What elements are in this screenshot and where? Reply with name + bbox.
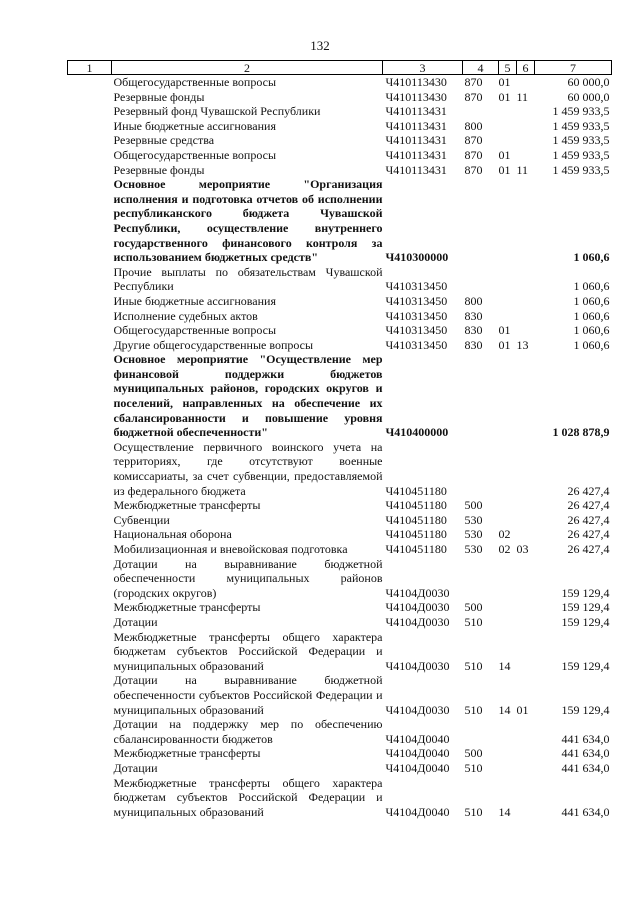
row-section: 01 xyxy=(498,89,511,104)
row-section xyxy=(499,440,517,498)
blank-cell xyxy=(68,746,112,761)
blank-cell xyxy=(68,352,112,440)
row-name: Резервные средства xyxy=(113,133,215,148)
row-amount: 1 459 933,5 xyxy=(552,133,610,148)
row-section xyxy=(499,177,517,265)
table-row xyxy=(68,265,612,294)
blank-cell xyxy=(68,294,112,309)
table-row xyxy=(68,148,612,163)
blank-cell xyxy=(68,177,112,265)
row-amount: 1 060,6 xyxy=(573,293,610,308)
row-subsection xyxy=(517,75,535,90)
row-target-code: Ч410451180 xyxy=(385,483,447,498)
row-section: 01 xyxy=(498,162,511,177)
row-target-code: Ч4104Д0030 xyxy=(385,702,450,717)
row-name: Иные бюджетные ассигнования xyxy=(113,293,276,308)
row-expense-type xyxy=(463,717,499,746)
page-number: 132 xyxy=(310,38,330,53)
row-subsection: 13 xyxy=(516,337,529,352)
row-amount: 1 060,6 xyxy=(573,250,610,265)
table-row xyxy=(68,294,612,309)
row-expense-type: 510 xyxy=(464,614,483,629)
blank-cell xyxy=(68,615,112,630)
table-row xyxy=(68,673,612,717)
row-expense-type: 870 xyxy=(464,133,483,148)
row-expense-type xyxy=(463,265,499,294)
row-subsection xyxy=(517,104,535,119)
blank-cell xyxy=(68,600,112,615)
row-expense-type: 500 xyxy=(464,746,483,761)
row-subsection xyxy=(517,761,535,776)
blank-cell xyxy=(68,119,112,134)
row-subsection xyxy=(517,717,535,746)
row-subsection xyxy=(517,513,535,528)
row-amount: 159 129,4 xyxy=(561,585,610,600)
blank-cell xyxy=(68,338,112,353)
row-target-code: Ч410313450 xyxy=(385,337,448,352)
row-name: Другие общегосударственные вопросы xyxy=(113,337,314,352)
row-name: Общегосударственные вопросы xyxy=(113,147,277,162)
row-amount: 1 060,6 xyxy=(573,337,610,352)
row-name: Мобилизационная и вневойсковая подготовка xyxy=(113,542,348,556)
table-row xyxy=(68,75,612,90)
row-subsection xyxy=(517,776,535,820)
row-expense-type: 530 xyxy=(464,542,483,556)
row-name: Дотации на выравнивание бюджетной обеспеченности субъектов Российской Федерации и муниципальных образований xyxy=(113,673,383,717)
budget-rows xyxy=(68,75,612,820)
row-amount: 159 129,4 xyxy=(561,658,610,673)
row-section xyxy=(499,294,517,309)
row-name: Дотации на поддержку мер по обеспечению сбалансированности бюджетов xyxy=(113,717,383,746)
row-target-code: Ч410113431 xyxy=(385,147,447,162)
blank-cell xyxy=(68,163,112,178)
row-subsection xyxy=(517,746,535,761)
row-expense-type: 530 xyxy=(464,512,483,527)
row-section xyxy=(499,265,517,294)
row-expense-type xyxy=(463,557,499,601)
row-name: Межбюджетные трансферты общего характера бюджетам субъектов Российской Федерации и муниципальных образований xyxy=(113,775,383,819)
row-expense-type: 830 xyxy=(464,323,483,338)
row-expense-type: 830 xyxy=(464,308,483,323)
blank-cell xyxy=(68,630,112,674)
row-name: Исполнение судебных актов xyxy=(113,308,258,323)
row-name: Национальная оборона xyxy=(113,527,232,542)
blank-cell xyxy=(68,133,112,148)
row-subsection xyxy=(517,615,535,630)
blank-cell xyxy=(68,557,112,601)
blank-cell xyxy=(68,761,112,776)
row-target-code: Ч410451180 xyxy=(385,527,447,542)
table-row xyxy=(68,615,612,630)
row-target-code: Ч410113431 xyxy=(385,162,447,177)
row-target-code: Ч410313450 xyxy=(385,293,448,308)
header-col-4: 4 xyxy=(463,61,499,75)
row-name: Общегосударственные вопросы xyxy=(113,323,277,338)
row-expense-type: 530 xyxy=(464,527,483,542)
blank-cell xyxy=(68,542,112,557)
row-section xyxy=(499,119,517,134)
column-number-header-row xyxy=(68,61,612,75)
row-expense-type xyxy=(463,104,499,119)
blank-cell xyxy=(68,440,112,498)
row-name: Прочие выплаты по обязательствам Чувашской Республики xyxy=(113,264,383,294)
row-subsection: 11 xyxy=(516,162,529,177)
row-subsection xyxy=(517,323,535,338)
row-section: 14 xyxy=(498,658,511,673)
row-section xyxy=(499,104,517,119)
row-section: 01 xyxy=(498,323,511,338)
table-row xyxy=(68,761,612,776)
row-expense-type: 510 xyxy=(464,760,483,775)
row-amount: 26 427,4 xyxy=(567,542,610,556)
row-amount: 441 634,0 xyxy=(561,731,610,746)
row-expense-type: 510 xyxy=(464,658,483,673)
row-name: Межбюджетные трансферты xyxy=(113,600,261,615)
row-target-code: Ч410113431 xyxy=(385,104,447,119)
row-name: Резервные фонды xyxy=(113,162,205,177)
row-amount: 1 459 933,5 xyxy=(552,147,610,162)
table-row xyxy=(68,630,612,674)
row-subsection: 11 xyxy=(516,89,529,104)
row-section: 01 xyxy=(498,337,511,352)
table-row xyxy=(68,513,612,528)
row-target-code: Ч410451180 xyxy=(385,542,447,556)
blank-cell xyxy=(68,148,112,163)
table-row xyxy=(68,527,612,542)
blank-cell xyxy=(68,75,112,90)
row-amount: 1 060,6 xyxy=(573,279,610,294)
row-name: Дотации xyxy=(113,614,158,629)
row-target-code: Ч410113431 xyxy=(385,133,447,148)
table-row xyxy=(68,746,612,761)
row-amount: 60 000,0 xyxy=(567,89,610,104)
row-subsection xyxy=(517,309,535,324)
row-target-code: Ч410451180 xyxy=(385,498,447,513)
blank-cell xyxy=(68,265,112,294)
row-target-code: Ч410313450 xyxy=(385,279,448,294)
row-expense-type: 870 xyxy=(464,162,483,177)
row-target-code: Ч4104Д0030 xyxy=(385,600,450,615)
row-subsection xyxy=(517,440,535,498)
row-target-code: Ч410113430 xyxy=(385,75,447,89)
row-target-code: Ч4104Д0030 xyxy=(385,585,450,600)
row-amount: 441 634,0 xyxy=(561,746,610,761)
row-target-code: Ч410451180 xyxy=(385,512,447,527)
row-amount: 60 000,0 xyxy=(567,75,610,89)
row-subsection xyxy=(517,557,535,601)
blank-cell xyxy=(68,717,112,746)
table-row xyxy=(68,776,612,820)
row-expense-type: 830 xyxy=(464,337,483,352)
blank-cell xyxy=(68,513,112,528)
row-amount: 1 459 933,5 xyxy=(552,118,610,133)
row-name: Межбюджетные трансферты xyxy=(113,498,261,513)
row-name: Основное мероприятие "Осуществление мер финансовой поддержки бюджетов муниципальных районов, городских округов и поселений, направленных на обеспечение их сбалансированности и повышение уровня бюджетной обеспеченности" xyxy=(113,352,383,440)
row-expense-type: 800 xyxy=(464,293,483,308)
row-target-code: Ч4104Д0040 xyxy=(385,760,450,775)
row-name: Резервный фонд Чувашской Республики xyxy=(113,104,321,119)
row-section: 02 xyxy=(498,527,511,542)
row-section: 14 xyxy=(498,804,511,819)
table-row xyxy=(68,542,612,557)
row-amount: 1 459 933,5 xyxy=(552,104,610,119)
blank-cell xyxy=(68,527,112,542)
row-target-code: Ч410400000 xyxy=(385,425,449,440)
row-expense-type: 870 xyxy=(464,75,483,89)
row-amount: 159 129,4 xyxy=(561,600,610,615)
row-target-code: Ч4104Д0030 xyxy=(385,658,450,673)
row-target-code: Ч4104Д0040 xyxy=(385,804,450,819)
row-amount: 26 427,4 xyxy=(567,483,610,498)
row-name: Субвенции xyxy=(113,512,170,527)
row-name: Дотации xyxy=(113,760,158,775)
table-row xyxy=(68,133,612,148)
row-subsection xyxy=(517,265,535,294)
row-target-code: Ч410300000 xyxy=(385,250,449,265)
header-col-5: 5 xyxy=(499,61,517,75)
row-amount: 159 129,4 xyxy=(561,702,610,717)
row-expense-type: 510 xyxy=(464,702,483,717)
blank-cell xyxy=(68,309,112,324)
table-row xyxy=(68,163,612,178)
table-row xyxy=(68,90,612,105)
row-amount: 26 427,4 xyxy=(567,498,610,513)
row-section xyxy=(499,352,517,440)
row-subsection xyxy=(517,600,535,615)
header-col-2: 2 xyxy=(112,61,383,75)
row-target-code: Ч4104Д0040 xyxy=(385,731,450,746)
header-col-1: 1 xyxy=(68,61,112,75)
row-expense-type: 500 xyxy=(464,498,483,513)
row-amount: 26 427,4 xyxy=(567,512,610,527)
table-row xyxy=(68,498,612,513)
table-row xyxy=(68,338,612,353)
header-col-3: 3 xyxy=(383,61,463,75)
table-row xyxy=(68,352,612,440)
row-section: 01 xyxy=(498,147,511,162)
row-target-code: Ч410113431 xyxy=(385,118,447,133)
row-name: Общегосударственные вопросы xyxy=(113,75,277,89)
row-name: Иные бюджетные ассигнования xyxy=(113,118,276,133)
blank-cell xyxy=(68,673,112,717)
row-subsection xyxy=(517,630,535,674)
row-name: Резервные фонды xyxy=(113,89,205,104)
row-expense-type xyxy=(463,177,499,265)
row-section: 02 xyxy=(498,542,511,556)
row-target-code: Ч410313450 xyxy=(385,308,448,323)
blank-cell xyxy=(68,104,112,119)
row-subsection xyxy=(517,498,535,513)
row-section xyxy=(499,498,517,513)
row-target-code: Ч4104Д0040 xyxy=(385,746,450,761)
header-col-7: 7 xyxy=(535,61,612,75)
row-subsection xyxy=(517,294,535,309)
row-section xyxy=(499,133,517,148)
table-row xyxy=(68,177,612,265)
row-name: Основное мероприятие "Организация исполнения и подготовка отчетов об исполнении республиканского бюджета Чувашской Республики, осуществление внутреннего государственного финансового контроля за использованием бюджетных средств" xyxy=(113,177,383,265)
row-section xyxy=(499,513,517,528)
row-section xyxy=(499,717,517,746)
table-row xyxy=(68,440,612,498)
row-amount: 159 129,4 xyxy=(561,614,610,629)
table-row xyxy=(68,119,612,134)
row-amount: 1 060,6 xyxy=(573,308,610,323)
row-expense-type: 870 xyxy=(464,147,483,162)
row-subsection xyxy=(517,527,535,542)
row-section xyxy=(499,600,517,615)
row-section xyxy=(499,761,517,776)
row-target-code: Ч4104Д0030 xyxy=(385,614,450,629)
row-amount: 26 427,4 xyxy=(567,527,610,542)
row-section: 01 xyxy=(498,75,511,89)
row-name: Осуществление первичного воинского учета на территориях, где отсутствуют военные комиссариаты, за счет субвенции, предоставляемой из федерального бюджета xyxy=(113,439,383,498)
row-name: Межбюджетные трансферты общего характера бюджетам субъектов Российской Федерации и муниципальных образований xyxy=(113,629,383,673)
row-section xyxy=(499,557,517,601)
table-row xyxy=(68,323,612,338)
budget-table xyxy=(67,60,612,819)
row-section: 14 xyxy=(498,702,511,717)
row-subsection xyxy=(517,119,535,134)
row-subsection xyxy=(517,352,535,440)
row-subsection: 01 xyxy=(516,702,529,717)
row-subsection: 03 xyxy=(516,542,529,556)
row-target-code: Ч410313450 xyxy=(385,323,448,338)
row-subsection xyxy=(517,177,535,265)
row-amount: 1 028 878,9 xyxy=(552,425,610,440)
table-row xyxy=(68,104,612,119)
row-subsection xyxy=(517,133,535,148)
row-target-code: Ч410113430 xyxy=(385,89,447,104)
table-row xyxy=(68,600,612,615)
row-expense-type xyxy=(463,440,499,498)
blank-cell xyxy=(68,323,112,338)
blank-cell xyxy=(68,90,112,105)
table-row xyxy=(68,309,612,324)
table-row xyxy=(68,717,612,746)
row-section xyxy=(499,309,517,324)
blank-cell xyxy=(68,498,112,513)
row-amount: 1 060,6 xyxy=(573,323,610,338)
row-expense-type: 500 xyxy=(464,600,483,615)
row-expense-type: 510 xyxy=(464,804,483,819)
row-subsection xyxy=(517,148,535,163)
row-expense-type: 800 xyxy=(464,118,483,133)
table-row xyxy=(68,557,612,601)
header-col-6: 6 xyxy=(517,61,535,75)
row-amount: 441 634,0 xyxy=(561,760,610,775)
row-amount: 1 459 933,5 xyxy=(552,162,610,177)
row-expense-type: 870 xyxy=(464,89,483,104)
row-expense-type xyxy=(463,352,499,440)
blank-cell xyxy=(68,776,112,820)
row-amount: 441 634,0 xyxy=(561,804,610,819)
row-section xyxy=(499,615,517,630)
row-section xyxy=(499,746,517,761)
row-name: Межбюджетные трансферты xyxy=(113,746,261,761)
row-name: Дотации на выравнивание бюджетной обеспеченности муниципальных районов (городских округов) xyxy=(113,556,383,600)
